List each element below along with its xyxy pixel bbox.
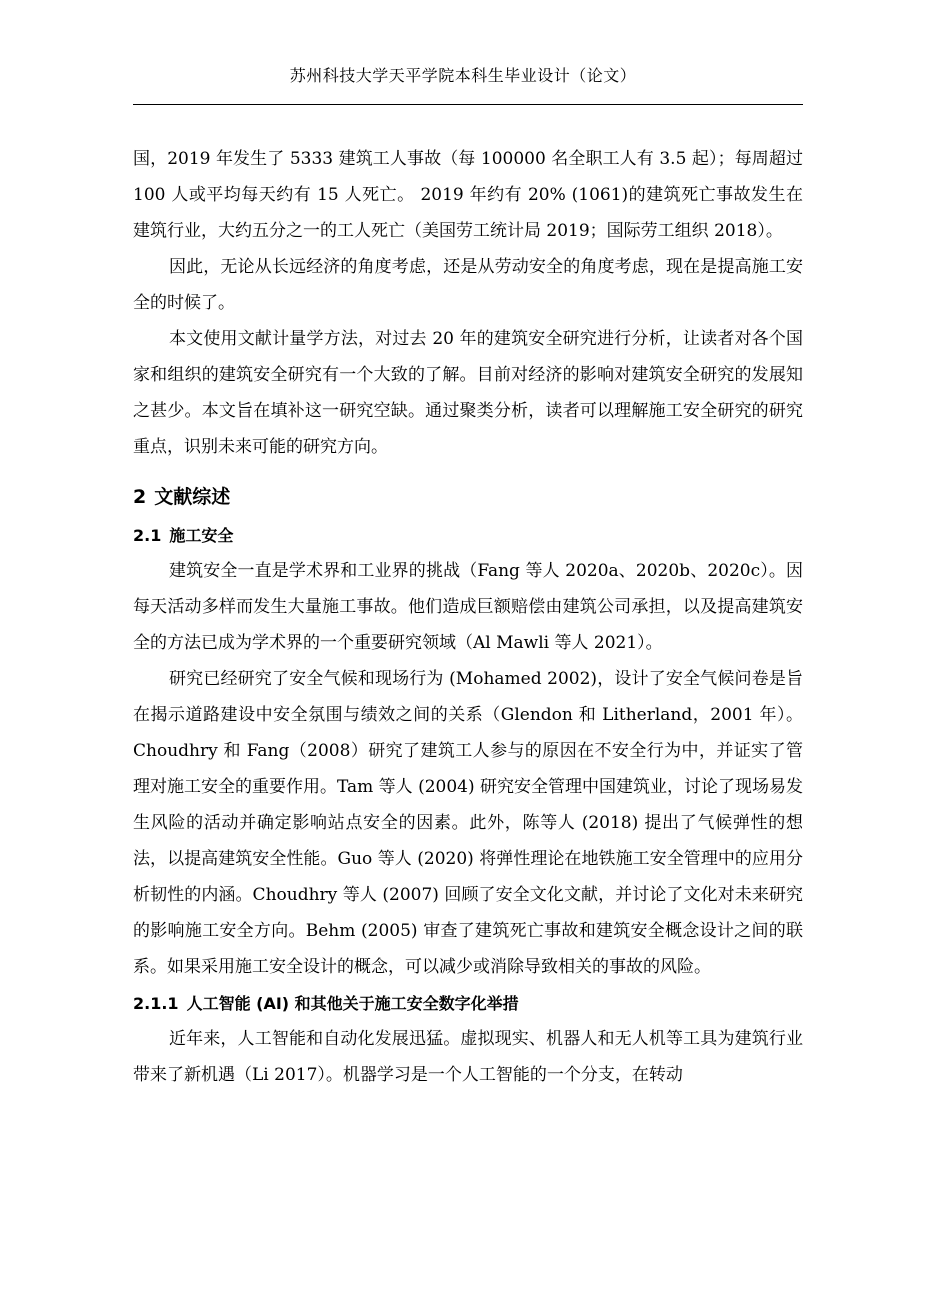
paragraph: 因此，无论从长远经济的角度考虑，还是从劳动安全的角度考虑，现在是提高施工安全的时候了。 — [133, 257, 803, 313]
subsection-number: 2.1 — [133, 526, 162, 545]
paragraph: 本文使用文献计量学方法，对过去 20 年的建筑安全研究进行分析，让读者对各个国家和组织的建筑安全研究有一个大致的了解。目前对经济的影响对建筑安全研究的发展知之甚少。本文旨在填补这一研究空缺。通过聚类分析，读者可以理解施工安全研究的研究重点，识别未来可能的研究方向。 — [133, 329, 803, 457]
section-number: 2 — [133, 486, 147, 508]
header-rule — [133, 104, 803, 105]
subsubsection-title: 人工智能 (AI) 和其他关于施工安全数字化举措 — [186, 994, 519, 1013]
paragraph: 研究已经研究了安全气候和现场行为 (Mohamed 2002)，设计了安全气候问卷是旨在揭示道路建设中安全氛围与绩效之间的关系（Glendon 和 Litherland，2001 年）。Choudhry 和 Fang（2008）研究了建筑工人参与的原因在不安全行为中，并证实了管理对施工安全的重要作用。Tam 等人 (2004) 研究安全管理中国建筑业，讨论了现场易发生风险的活动并确定影响站点安全的因素。此外，陈等人 (2018) 提出了气候弹性的想法，以提高建筑安全性能。Guo 等人 (2020) 将弹性理论在地铁施工安全管理中的应用分析韧性的内涵。Choudhry 等人 (2007) 回顾了安全文化文献，并讨论了文化对未来研究的影响施工安全方向。Behm (2005) 审查了建筑死亡事故和建筑安全概念设计之间的联系。如果采用施工安全设计的概念，可以减少或消除导致相关的事故的风险。 — [133, 669, 804, 977]
paragraph: 近年来，人工智能和自动化发展迅猛。虚拟现实、机器人和无人机等工具为建筑行业带来了新机遇（Li 2017）。机器学习是一个人工智能的一个分支，在转动 — [133, 1029, 803, 1085]
document-body — [133, 141, 803, 1093]
subsubsection-heading — [133, 987, 803, 1021]
section-heading — [133, 477, 803, 517]
running-header: 苏州科技大学天平学院本科生毕业设计（论文） — [289, 66, 637, 85]
paragraph: 建筑安全一直是学术界和工业界的挑战（Fang 等人 2020a、2020b、2020c）。因每天活动多样而发生大量施工事故。他们造成巨额赔偿由建筑公司承担，以及提高建筑安全的方法已成为学术界的一个重要研究领域（Al Mawli 等人 2021）。 — [133, 561, 803, 653]
paragraph-continued: 国，2019 年发生了 5333 建筑工人事故（每 100000 名全职工人有 3.5 起）；每周超过 100 人或平均每天约有 15 人死亡。 2019 年约有 20% (1061)的建筑死亡事故发生在建筑行业，大约五分之一的工人死亡（美国劳工统计局 2019；国际劳工组织 2018）。 — [133, 149, 803, 241]
subsubsection-number: 2.1.1 — [133, 994, 179, 1013]
section-title: 文献综述 — [154, 486, 231, 508]
subsection-title: 施工安全 — [169, 526, 234, 545]
subsection-heading — [133, 519, 803, 553]
